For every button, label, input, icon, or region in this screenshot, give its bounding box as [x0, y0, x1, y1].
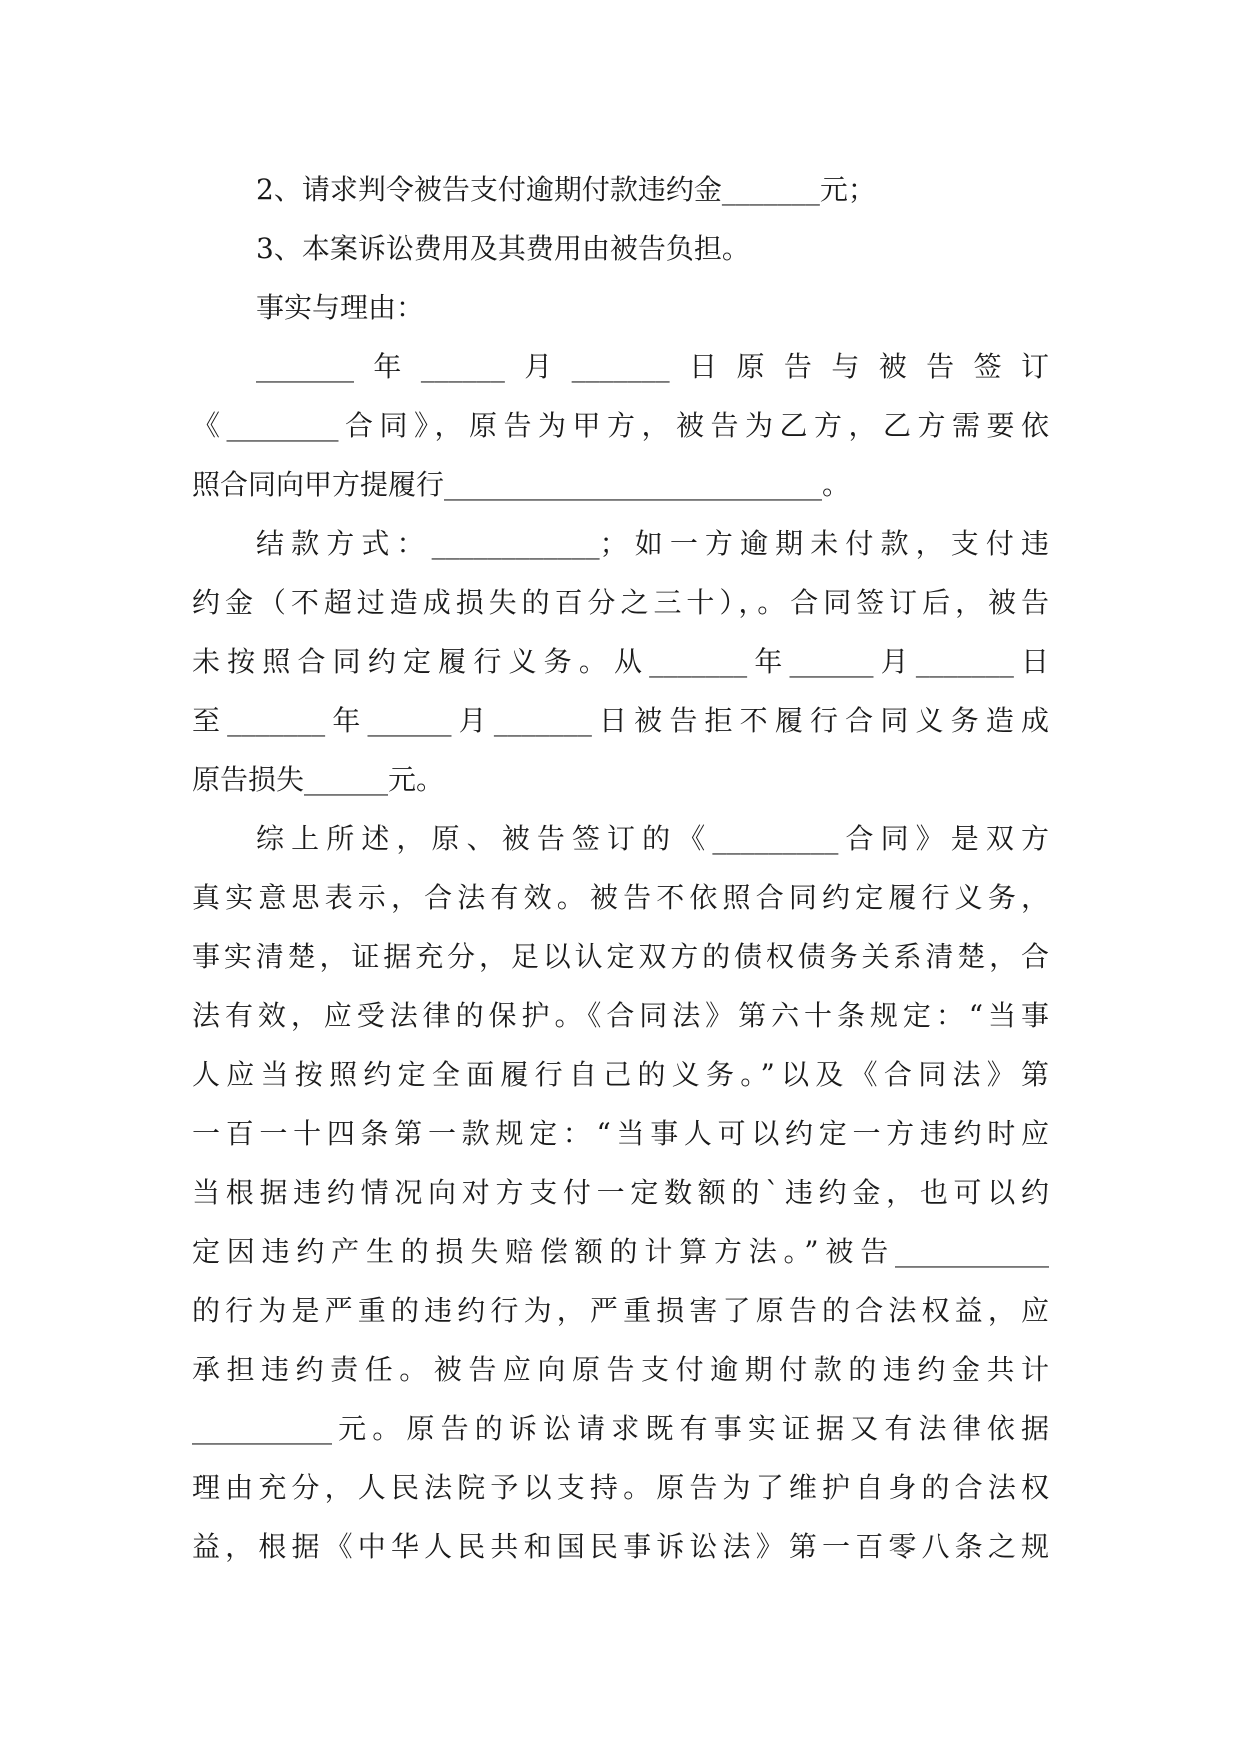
paragraph-line: 真实意思表示，合法有效。被告不依照合同约定履行义务，: [192, 881, 1049, 914]
paragraph-line: 理由充分，人民法院予以支持。原告为了维护自身的合法权: [192, 1471, 1049, 1504]
paragraph-line: 益，根据《中华人民共和国民事诉讼法》第一百零八条之规: [192, 1530, 1049, 1563]
claim-item-2: 2、请求判令被告支付逾期付款违约金_______元；: [256, 173, 876, 206]
facts-heading: 事实与理由：: [256, 291, 425, 324]
paragraph-line: 原告损失______元。: [192, 763, 445, 796]
paragraph-line: 人应当按照约定全面履行自己的义务。”以及《合同法》第: [192, 1058, 1049, 1091]
paragraph-line: __________元。原告的诉讼请求既有事实证据又有法律依据: [192, 1412, 1049, 1445]
paragraph-line: 照合同向甲方提履行___________________________。: [192, 468, 851, 501]
paragraph-line: 未按照合同约定履行义务。从_______年______月_______日: [192, 645, 1049, 678]
paragraph-line: 一百一十四条第一款规定：“当事人可以约定一方违约时应: [192, 1117, 1049, 1150]
paragraph-line: 当根据违约情况向对方支付一定数额的`违约金，也可以约: [192, 1176, 1049, 1209]
paragraph-line: 结款方式：____________；如一方逾期未付款，支付违: [256, 527, 1049, 560]
paragraph-line: 事实清楚，证据充分，足以认定双方的债权债务关系清楚，合: [192, 940, 1049, 973]
document-body: [192, 160, 1049, 1576]
paragraph-line: 法有效，应受法律的保护。《合同法》第六十条规定：“当事: [192, 999, 1049, 1032]
paragraph-line: 《________合同》，原告为甲方，被告为乙方，乙方需要依: [192, 409, 1049, 442]
claim-item-3: 3、本案诉讼费用及其费用由被告负担。: [256, 232, 750, 265]
paragraph-line: 综上所述，原、被告签订的《_________合同》是双方: [256, 822, 1049, 855]
paragraph-line: 至_______年______月_______日被告拒不履行合同义务造成: [192, 704, 1049, 737]
paragraph-line: _______年______月_______日原告与被告签订: [256, 350, 1049, 383]
paragraph-line: 定因违约产生的损失赔偿额的计算方法。”被告___________: [192, 1235, 1049, 1268]
paragraph-line: 的行为是严重的违约行为，严重损害了原告的合法权益，应: [192, 1294, 1049, 1327]
paragraph-line: 约金（不超过造成损失的百分之三十），。合同签订后，被告: [192, 586, 1049, 619]
paragraph-line: 承担违约责任。被告应向原告支付逾期付款的违约金共计: [192, 1353, 1049, 1386]
